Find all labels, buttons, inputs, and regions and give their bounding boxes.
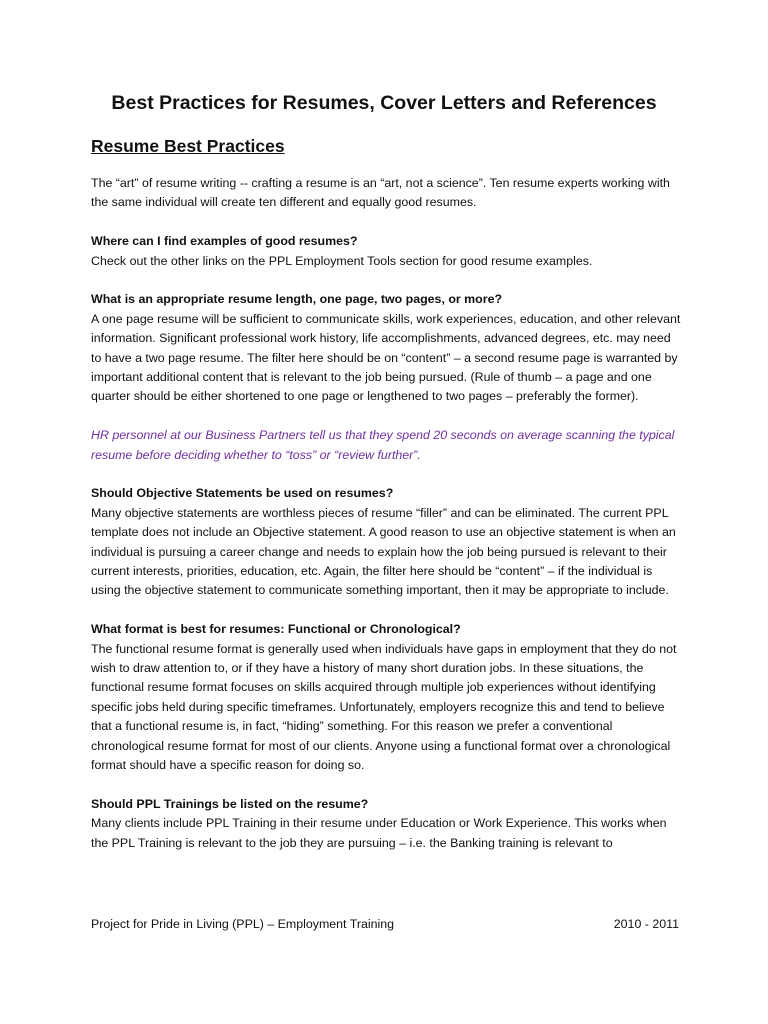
- section-heading: Resume Best Practices: [91, 136, 285, 156]
- answer: The functional resume format is generally used when individuals have gaps in employment that they do not wish to draw attention to, or if they have a history of many short duration jobs. In these situations, the functional resume format focuses on skills acquired through multiple job experiences without identifying specific jobs held during specific timeframes. Unfortunately, employers recognize this and tend to believe that a functional resume is, in fact, “hiding” something. For this reason we prefer a conventional chronological resume format for most of our clients. Anyone using a functional format over a chronological format should have a specific reason for doing so.: [91, 641, 677, 773]
- qa-block: [91, 232, 681, 271]
- question: Should Objective Statements be used on resumes?: [91, 486, 394, 501]
- footer-organization: Project for Pride in Living (PPL) – Employment Training: [91, 917, 395, 931]
- qa-block: [91, 290, 681, 406]
- question: What is an appropriate resume length, one page, two pages, or more?: [91, 292, 503, 307]
- answer: Many objective statements are worthless pieces of resume “filler” and can be eliminated. The current PPL template does not include an Objective statement. A good reason to use an objective statement is when an individual is pursuing a career change and needs to explain how the job being pursued is relevant to their current interests, priorities, education, etc. Again, the filter here should be “content” – if the individual is using the objective statement to communicate something important, then it may be appropriate to include.: [91, 505, 676, 598]
- qa-block: [91, 484, 681, 600]
- document-body: [91, 174, 681, 873]
- intro-paragraph: The “art” of resume writing -- crafting a resume is an “art, not a science”. Ten resume experts working with the same individual will create ten different and equally good resumes.: [91, 176, 670, 210]
- document-title: Best Practices for Resumes, Cover Letters and References: [111, 92, 657, 114]
- page-footer: [91, 917, 679, 931]
- hr-note: HR personnel at our Business Partners tell us that they spend 20 seconds on average scanning the typical resume before deciding whether to “toss” or “review further”.: [91, 428, 675, 462]
- qa-block: [91, 795, 681, 853]
- question: Should PPL Trainings be listed on the resume?: [91, 796, 369, 811]
- question: Where can I find examples of good resumes?: [91, 234, 358, 249]
- qa-block: [91, 620, 681, 775]
- answer: A one page resume will be sufficient to communicate skills, work experiences, education, and other relevant information. Significant professional work history, life accomplishments, advanced degrees, etc. may need to have a two page resume. The filter here should be on “content” – a second resume page is warranted by important additional content that is relevant to the job being pursued. (Rule of thumb – a page and one quarter should be either shortened to one page or lengthened to two pages – preferably the former).: [91, 311, 681, 404]
- footer-years: 2010 - 2011: [613, 917, 679, 931]
- question: What format is best for resumes: Functional or Chronological?: [91, 622, 461, 637]
- answer: Check out the other links on the PPL Employment Tools section for good resume examples.: [91, 253, 593, 268]
- answer: Many clients include PPL Training in their resume under Education or Work Experience. This works when the PPL Training is relevant to the job they are pursuing – i.e. the Banking training is relevant to: [91, 816, 667, 850]
